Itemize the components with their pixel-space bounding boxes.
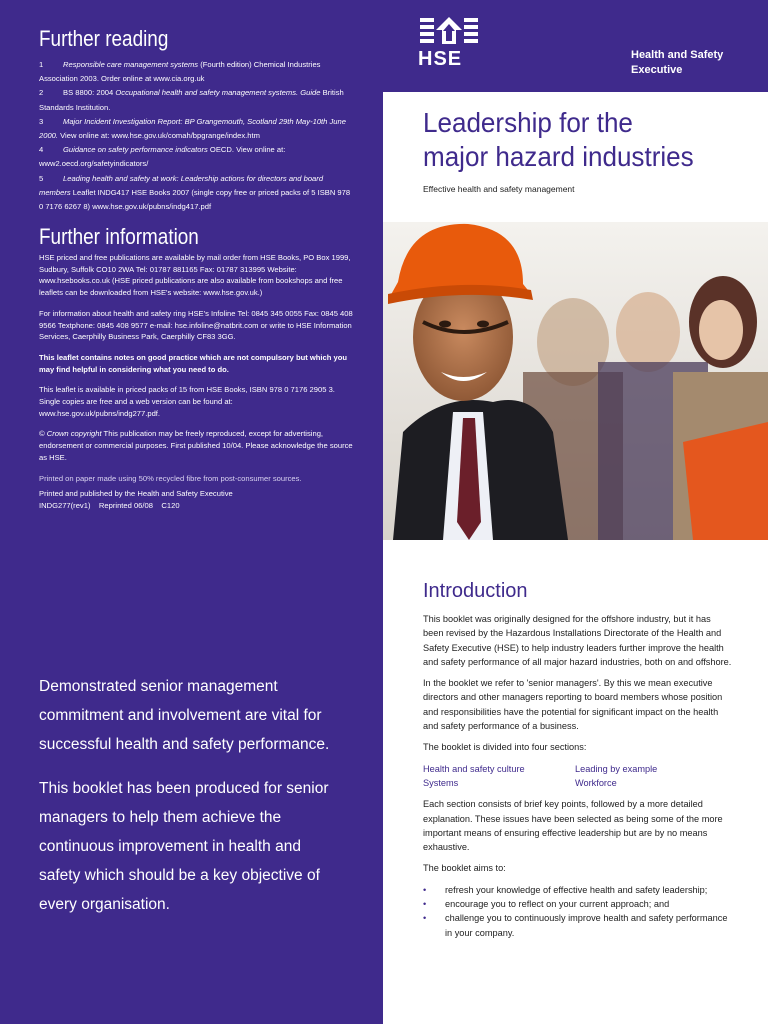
page-title: Leadership for the major hazard industries (423, 107, 694, 172)
page-subtitle: Effective health and safety management (423, 184, 575, 194)
reference-code: INDG277(rev1) Reprinted 06/08 C120 (39, 500, 180, 510)
further-information-heading: Further information (39, 224, 199, 249)
organisation-name: Health and Safety Executive (631, 49, 724, 76)
key-statements (39, 672, 339, 934)
intro-paragraph: This booklet was originally designed for the offshore industry, but it has been revised by the Hazardous Installations Directorate of the Health and Safety Executive (HSE) to help industry leaders further improve the health and safety performance of all major hazard industries, both on and offshore. (423, 614, 732, 667)
hse-logo-text: HSE (418, 48, 463, 70)
publisher-line: Printed and published by the Health and Safety Executive (39, 489, 233, 499)
section-item: Workforce (575, 777, 617, 788)
bullet-icon: • (423, 913, 427, 924)
introduction-heading: Introduction (423, 580, 528, 602)
cover-photo (383, 222, 768, 540)
further-reading-heading: Further reading (39, 26, 169, 51)
reference-item: 4 Guidance on safety performance indicators OECD. View online at: www2.oecd.org/safetyindicators/ (39, 145, 286, 169)
availability-info: This leaflet is available in priced packs of 15 from HSE Books, ISBN 978 0 7176 2905 3. Single copies are free and a web version can be found at: www.hse.gov.uk/pubns/indg277.pdf. (39, 385, 335, 418)
aims-list (423, 883, 733, 940)
references-list (39, 58, 354, 214)
reference-item: 1 Responsible care management systems (Fourth edition) Chemical Industries Association 2003. Order online at www.cia.org.uk (39, 60, 321, 84)
statement-purpose: This booklet has been produced for senior managers to help them achieve the continuous improvement in health and safety which should be a key objective of every organisation. (39, 780, 329, 913)
further-information-text (39, 252, 354, 512)
publications-info: HSE priced and free publications are available by mail order from HSE Books, PO Box 1999, Sudbury, Suffolk CO10 2WA Tel: 01787 881165 Fax: 01787 313995 Website: www.hsebooks.co.uk (HSE priced publications are also available from bookshops and free leaflets can be downloaded from HSE's website: www.hse.gov.uk.) (39, 253, 351, 298)
bullet-icon: • (423, 884, 427, 895)
list-item: • encourage you to reflect on your current approach; and (423, 897, 733, 911)
bullet-icon: • (423, 899, 427, 910)
intro-paragraph: The booklet is divided into four sections: (423, 742, 587, 753)
reference-item: 2 BS 8800: 2004 Occupational health and safety management systems. Guide British Standards Institution. (39, 88, 344, 112)
list-item: • refresh your knowledge of effective health and safety leadership; (423, 883, 733, 897)
reference-item: 3 Major Incident Investigation Report: BP Grangemouth, Scotland 29th May-10th June 2000. View online at: www.hse.gov.uk/comah/bpgrange/index.htm (39, 116, 346, 141)
intro-paragraph: Each section consists of brief key points, followed by a more detailed explanation. These issues have been selected as being some of the more important means of ensuring effective leadership but are by no means exhaustive. (423, 799, 723, 853)
section-item: Systems (423, 777, 459, 788)
introduction-text (423, 612, 733, 940)
reference-item: 5 Leading health and safety at work: Leadership actions for directors and board members Leaflet INDG417 HSE Books 2007 (single copy free or priced packs of 5 ISBN 978 0 7176 6267 8) www.hse.gov.uk/pubns/indg417.pdf (39, 173, 351, 212)
recycled-note: Printed on paper made using 50% recycled fibre from post-consumer sources. (39, 473, 302, 483)
copyright-notice: © Crown copyright This publication may be freely reproduced, except for advertising, endorsement or commercial purposes. First published 10/04. Please acknowledge the source as HSE. (39, 429, 353, 462)
section-item: Health and safety culture (423, 763, 525, 774)
intro-paragraph: In the booklet we refer to 'senior managers'. By this we mean executive directors and other managers reporting to board members whose position and responsibilities have the potential for significant impact on the health and safety performance of a business. (423, 678, 723, 732)
list-item: • challenge you to continuously improve health and safety performance in your company. (423, 913, 728, 938)
good-practice-note: This leaflet contains notes on good practice which are not compulsory but which you may find helpful in considering what you need to do. (39, 352, 348, 374)
booklet-sections (423, 762, 733, 791)
intro-paragraph: The booklet aims to: (423, 863, 506, 874)
section-item: Leading by example (575, 763, 658, 774)
infoline-info: For information about health and safety ring HSE's Infoline Tel: 0845 345 0055 Fax: 0845 408 9566 Textphone: 0845 408 9577 e-mail: hse.infoline@natbrit.com or write to HSE Information Services, Caerphilly Business Park, Caerphilly CF83 3GG. (39, 308, 353, 342)
statement-commitment: Demonstrated senior management commitment and involvement are vital for successful health and safety performance. (39, 678, 330, 753)
